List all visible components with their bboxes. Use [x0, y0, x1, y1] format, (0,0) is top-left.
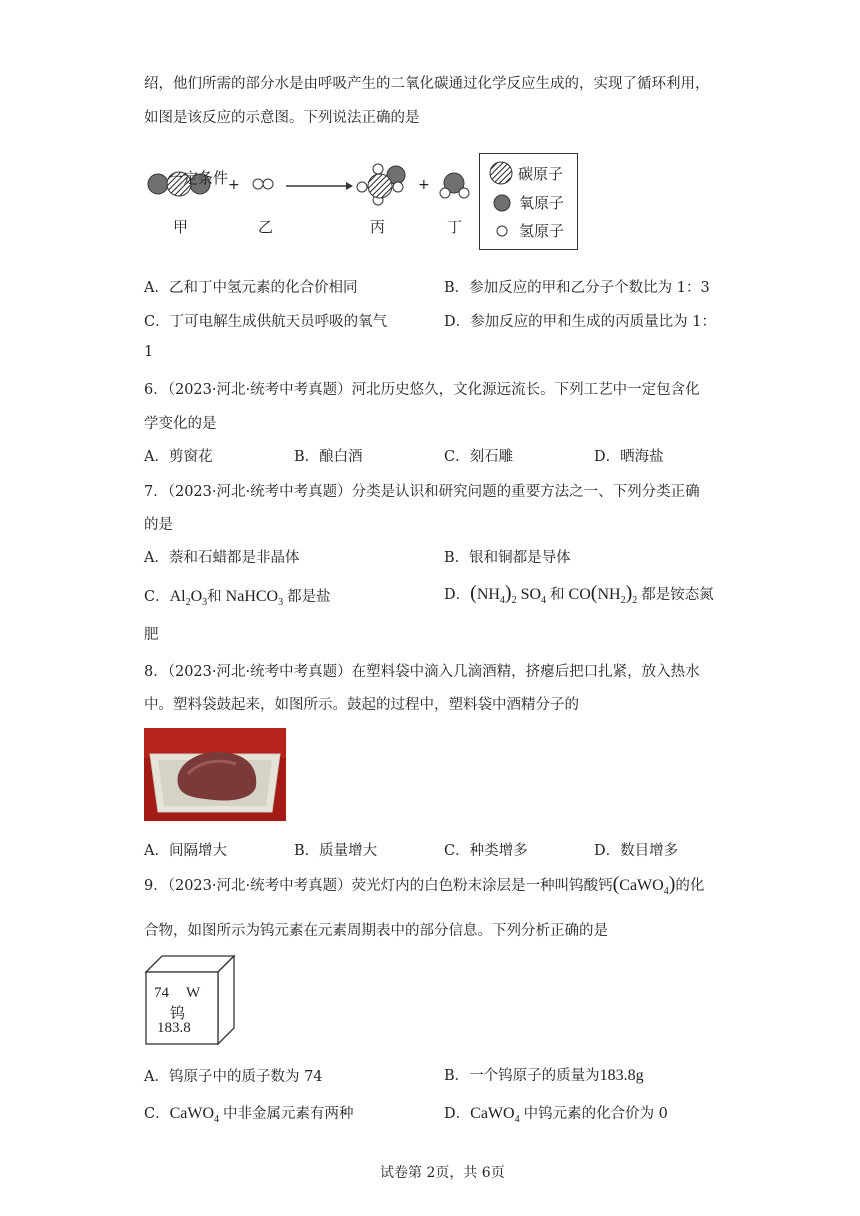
element-mass: 183.8 [157, 1020, 191, 1036]
q9-option-b [444, 1064, 644, 1085]
q7-stem-2: 的是 [144, 517, 173, 533]
q8-option-a: A．间隔增大 [144, 843, 227, 859]
q9-stem-2: 合物，如图所示为钨元素在元素周期表中的部分信息。下列分析正确的是 [144, 923, 608, 939]
q8-stem-1: 8．（2023·河北·统考中考真题）在塑料袋中滴入几滴酒精，挤瘪后把口扎紧，放入热水 [144, 664, 700, 680]
q8-option-c: C．种类增多 [444, 843, 528, 859]
reaction-diagram [140, 150, 480, 240]
legend-hydrogen-label: 氢原子 [519, 222, 565, 240]
q9-option-d-prefix: D． [444, 1106, 471, 1122]
molecule-ding-h2o [440, 173, 469, 198]
element-number: 74 [154, 985, 169, 1001]
q6-option-a: A．剪窗花 [144, 449, 213, 465]
q9-stem-1-pre: 9．（2023·河北·统考中考真题）荧光灯内的白色粉末涂层是一种叫钨酸钙 [144, 878, 613, 894]
q7-d-and: 和 [550, 587, 565, 603]
q7-option-d-prefix: D． [444, 587, 471, 603]
q7-c-and: 和 [207, 589, 222, 605]
formula-nh4-2so4: $(NH_4)_2$ $SO_4$ [470, 582, 547, 606]
q5-option-b: B．参加反应的甲和乙分子个数比为 1：3 [444, 280, 710, 296]
q6-option-b: B．酿白酒 [294, 449, 363, 465]
label-jia: 甲 [173, 218, 189, 236]
q8-option-b: B．质量增大 [294, 843, 378, 859]
legend-oxygen [492, 192, 564, 213]
q9-option-d-suffix: 中钨元素的化合价为 0 [523, 1106, 668, 1122]
q6-option-d: D．晒海盐 [594, 449, 664, 465]
q7-option-d [444, 582, 714, 605]
arrow-label: 一定条件 [168, 169, 229, 187]
formula-co-nh2-2: $CO(NH_2)_2$ [564, 582, 638, 606]
q5-option-d-cont: 1 [144, 344, 154, 360]
q9-stem-1 [144, 873, 704, 896]
q5-option-c: C．丁可电解生成供航天员呼吸的氧气 [144, 314, 388, 330]
q7-option-a: A．萘和石蜡都是非晶体 [144, 550, 300, 566]
atom-legend [479, 153, 578, 250]
legend-carbon-label: 碳原子 [518, 164, 564, 183]
element-name: 钨 [170, 1004, 186, 1022]
carbon-atom-icon [488, 160, 514, 186]
q9-option-c-suffix: 中非金属元素有两种 [223, 1106, 354, 1122]
label-bing: 丙 [370, 218, 386, 236]
q9-stem-1-post: 的化 [675, 878, 705, 894]
q8-option-d: D．数目增多 [594, 843, 679, 859]
intro-line-2: 如图是该反应的示意图。下列说法正确的是 [144, 110, 420, 126]
oxygen-atom-icon [492, 193, 512, 213]
label-yi: 乙 [258, 218, 274, 236]
q9-option-b-prefix: B．一个钨原子的质量为 [444, 1068, 600, 1084]
q7-option-c [144, 585, 331, 606]
element-symbol: W [186, 985, 201, 1001]
q5-option-a: A．乙和丁中氢元素的化合价相同 [144, 280, 358, 296]
q9-option-a: A．钨原子中的质子数为 74 [144, 1069, 323, 1085]
intro-line-1: 绍，他们所需的部分水是由呼吸产生的二氧化碳通过化学反应生成的，实现了循环利用， [144, 76, 710, 92]
legend-oxygen-label: 氧原子 [519, 194, 565, 212]
q6-stem-2: 学变化的是 [144, 416, 217, 432]
molecule-yi-h2 [253, 179, 273, 189]
q6-option-c: C．刻石雕 [444, 449, 514, 465]
molecule-bing-ch3oh [357, 164, 405, 205]
q7-stem-1: 7．（2023·河北·统考中考真题）分类是认识和研究问题的重要方法之一、下列分类正确 [144, 484, 700, 500]
q9-option-c-prefix: C． [144, 1106, 170, 1122]
label-ding: 丁 [447, 218, 463, 236]
svg-text:+: + [228, 177, 240, 193]
q7-option-c-prefix: C． [144, 589, 170, 605]
hydrogen-atom-icon [495, 224, 509, 238]
formula-cawo4-c: CaWO$_4$ [169, 1105, 220, 1125]
page-footer: 试卷第 2页，共 6页 [380, 1165, 505, 1181]
legend-carbon [488, 160, 563, 186]
plastic-bag-photo [144, 728, 286, 821]
q6-stem-1: 6．（2023·河北·统考中考真题）河北历史悠久，文化源远流长。下列工艺中一定包含化 [144, 382, 700, 398]
formula-cawo4: (CaWO$_4$) [612, 873, 676, 897]
q7-option-b: B．银和铜都是导体 [444, 550, 571, 566]
q9-option-b-value: 183.8g [599, 1067, 644, 1084]
q5-option-d: D．参加反应的甲和生成的丙质量比为 1： [444, 314, 716, 330]
q8-stem-2: 中。塑料袋鼓起来，如图所示。鼓起的过程中，塑料袋中酒精分子的 [144, 697, 579, 713]
legend-hydrogen [495, 220, 564, 241]
svg-text:+: + [418, 177, 430, 193]
formula-nahco3: NaHCO$_3$ [221, 588, 284, 608]
formula-al2o3: $Al_2O_3$ [169, 588, 208, 608]
q7-option-d-suffix: 都是铵态氮 [641, 587, 714, 603]
q7-option-c-suffix: 都是盐 [287, 589, 331, 605]
q9-option-c [144, 1102, 354, 1123]
formula-cawo4-d: CaWO$_4$ [470, 1105, 520, 1125]
q7-option-d-cont: 肥 [144, 627, 159, 643]
q9-option-d [444, 1102, 668, 1123]
